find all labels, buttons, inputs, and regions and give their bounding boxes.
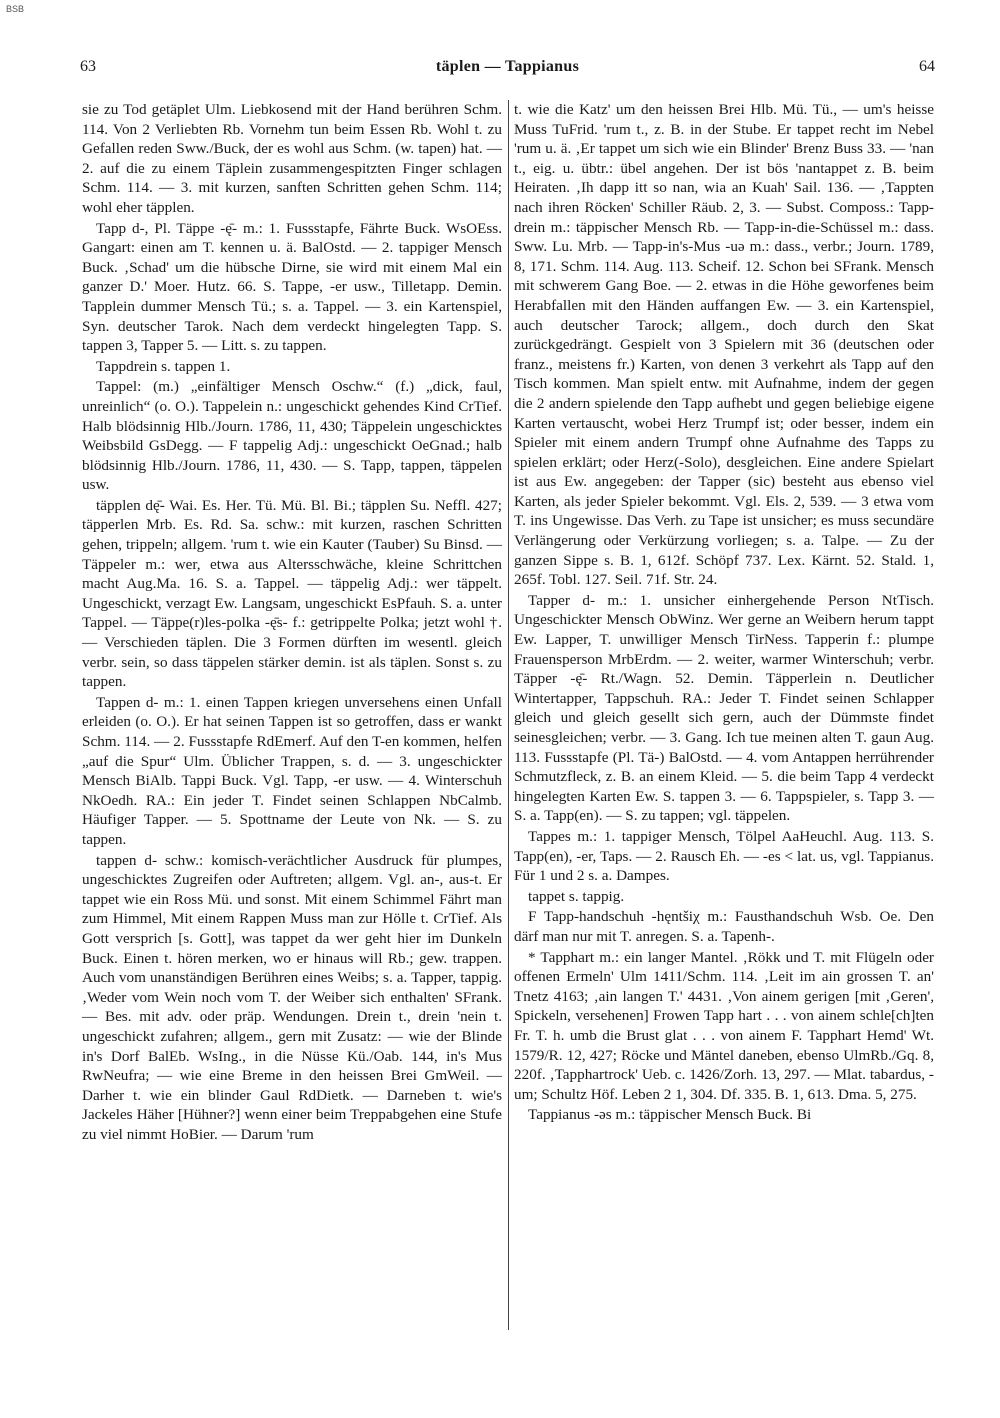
entry-tapp: Tapp d-, Pl. Täppe -ę̄- m.: 1. Fussstapfe, Fährte Buck. WsOEss. Gangart: einen am T. kennen u. ä. BalOstd. — 2. tappiger Mensch Buck. ‚Schad' um die hübsche Dirne, sie wird mit einem Mal ein ganzer D.' Moer. Hutz. 66. S. Tappe, -er usw., Tilletapp. Demin. Tapplein dummer Mensch Tü.; s. a. Tappel. — 3. ein Kartenspiel, Syn. deutscher Tarok. Nach dem verdeckt hingelegten Tapp. S. tappen 3, Tapper 5. — Litt. s. zu tappen. xyxy=(82,219,502,355)
entry-tapp-handschuh: F Tapp-handschuh -hęntšiχ m.: Fausthandschuh Wsb. Oe. Den därf man nur mit T. anregen. S. a. Tapenh-. xyxy=(514,908,934,945)
column-divider xyxy=(508,100,509,1330)
entry-taepplen: täpplen dę̄- Wai. Es. Her. Tü. Mü. Bl. Bi.; täpplen Su. Neffl. 427; täpperlen Mrb. Es. Rd. Sa. schw.: mit kurzen, raschen Schritten gehen, trippeln; allgem. 'rum t. wie ein Kauter (Tauber) Su Binsd. — Täppeler m.: wer, etwa aus Altersschwäche, kleine Schrittchen macht Aug.Ma. 16. S. a. Tappel. — täppelig Adj.: wer täppelt. Ungeschickt, verzagt Ew. Langsam, ungeschickt EsPfauh. S. a. unter Tappel. — Täppe(r)les-polka -ę̄s- f.: getrippelte Polka; jetzt wohl †. — Verschieden täplen. Die 3 Formen dürften im wesentl. gleich verbr. sein, so dass täppelen stärker demin. ist als täplen. Sonst s. zu tappen. xyxy=(82,496,502,691)
entry-continuation: t. wie die Katz' um den heissen Brei Hlb. Mü. Tü., — um's heisse Muss TuFrid. 'rum t., z. B. in der Stube. Er tappet recht im Nebel 'rum u. ä. ‚Er tappet um sich wie ein Blinder' Brenz Buss 33. — 'nan t., eig. u. übtr.: übel angehen. Der ist bös 'nantappet z. B. beim Heiraten. ‚Ih dapp itt so nan, wia an Kuah' Sail. 136. — ‚Tappten nach ihren Röcken' Schiller Räub. 2, 3. — Subst. Composs.: Tapp-drein m.: täppischer Mensch Rb. — Tapp-in-die-Schüssel m.: dass. Sww. Lu. Mrb. — Tapp-in's-Mus -uə m.: dass., verbr.; Journ. 1789, 8, 171. Schm. 114. Aug. 113. Scheif. 12. Schon bei SFrank. Mensch mit schwerem Gang Boe. — 2. etwas in die Höhe geworfenes beim Herabfallen mit den Händen auffangen Ew. — 3. ein Kartenspiel, auch deutscher Tarock; allgem., doch durch den Skat zurückgedrängt. Gespielt von 3 Spielern mit 36 (deutschen oder franz., meistens fr.) Karten, von denen 3 verkehrt als Tapp auf den Tisch kommen. Man spielt entw. mit Aufnahme, indem der gegen die 2 andern spielende den Tapp aufhebt und gegen beliebige eigene Karten vertauscht, wobei Herz Trumpf ist; oder besser, indem ein Spieler mit einem andern Trumpf ohne Aufnahme des Tapps zu spielen erklärt; oder Herz(-Solo), desgleichen. Eine andere Spielart ist aus Ew. angegeben: der Tapper (sic) besteht aus ebenso viel Karten, als jeder Spieler bekommt. Vgl. Els. 2, 539. — 3 etwa vom T. ins Ungewisse. Das Verh. zu Tape ist unsicher; es muss secundäre Verlängerung oder Verkürzung vorliegen; s. a. Talpe. — Zu der ganzen Sippe s. B. 1, 612f. Schöpf 737. Lex. Kärnt. 52. Stald. 1, 265f. Tobl. 127. Seil. 71f. Str. 24. xyxy=(514,101,934,589)
page-number-right: 64 xyxy=(919,58,935,75)
entry-tappen-verb: tappen d- schw.: komisch-verächtlicher Ausdruck für plumpes, ungeschicktes Zugreifen oder Auftreten; allgem. Vgl. an-, aus-t. Er tappet wie ein Ross Mü. und sonst. Mit einem Schimmel Fährt man zum Himmel, Mit einem Rappen Muss man zur Hölle t. CrTief. Als Gott versprich [s. Gott], was tappet da wer geht hier im Dunkeln Buck. Einen t. hören merken, wo er hinaus will Rb.; gew. trappen. Auch vom unanständigen Berühren eines Weibs; s. a. Tapper, tappig. ‚Weder vom Wein noch vom T. der Weiber sich enthalten' SFrank. — Bes. mit adv. oder präp. Wendungen. Drein t., drein 'nein t. ungeschickt zufahren; allgem., gern mit Zusatz: — wie der Blinde in's Dorf BalEb. WsIng., in die Nüsse Kü./Oab. 144, in's Mus RwNeufra; — wie eine Breme in den heissen Brei GmWeil. — Darher t. wie ein blinder Gaul RdDietk. — Darneben t. wie's Jackeles Häher [Hühner?] wenn einer beim Treppabgehen eine Stufe zu viel nimmt HoBier. — Darum 'rum xyxy=(82,851,502,1143)
page-number-left: 63 xyxy=(80,58,96,75)
running-title: täplen — Tappianus xyxy=(435,58,580,75)
entry-tapphart: * Tapphart m.: ein langer Mantel. ‚Rökk und T. mit Flügeln oder offenen Ermeln' Ulm 1411/Schm. 114. ‚Leit im ain grossen T. an' Tnetz 4163; ‚ain langen T.' 4431. ‚Von ainem gerigen [mit ‚Geren', Spickeln, versehenen] Frowen Tapp hart . . . von ainem schle[ch]ten Fr. T. h. umb die Brust glat . . . von ainem F. Tapphart Hemd' Wt. 1579/R. 12, 427; Röcke und Mäntel daneben, ebenso UlmRb./Gq. 8, 220f. ‚Tapphartrock' Ueb. c. 1426/Zorh. 13, 297. — Mlat. tabardus, -um; Schultz Höf. Leben 2 1, 304. Df. 335. B. 1, 613. Dma. 5, 275. xyxy=(514,948,934,1103)
entry-tappet: tappet s. tappig. xyxy=(528,887,625,905)
entry-tappianus: Tappianus -əs m.: täppischer Mensch Buck. Bi xyxy=(528,1106,812,1124)
entry-tappen-noun: Tappen d- m.: 1. einen Tappen kriegen unversehens einen Unfall erleiden (o. O.). Er hat seinen Tappen ist so getroffen, dass er wankt Schm. 114. — 2. Fussstapfe RdEmerf. Auf den T-en kommen, helfen „auf die Spur“ Ulm. Üblicher Trappen, s. d. — 3. ungeschickter Mensch BiAlb. Tappi Buck. Vgl. Tapp, -er usw. — 4. Winterschuh NkOedh. RA.: Ein jeder T. Findet seinen Schlappen NbCalmb. Häufiger Tapper. — 5. Spottname der Leute von Nk. — S. zu tappen. xyxy=(82,693,502,848)
entry-tapper: Tapper d- m.: 1. unsicher einhergehende Person NtTisch. Ungeschickter Mensch ObWinz. Wer gerne an Weibern herum tappt Ew. Lapper, T. unwilliger Mensch TirNess. Tapperin f.: plumpe Frauensperson MrbErdm. — 2. weiter, warmer Winterschuh; verbr. Täpper -ę̄- Rt./Wagn. 52. Demin. Täpperlein n. Deutlicher Wintertapper, Tappschuh. RA.: Jeder T. Findet seinen Schlapper gleich und gleich gesellt sich gern, auch der Dümmste findet seinesgleichen; verbr. — 3. Gang. Ich tue meinen alten T. gaun Aug. 113. Fussstapfe (Pl. Tä-) BalOstd. — 4. vom Antappen herrührender Schmutzfleck, z. B. an einem Kleid. — 5. die beim Tapp 4 verdeckt hingelegten Karten Ew. S. tappen 3. — 6. Tappspieler, s. Tapp 3. — S. a. Tapp(en). — S. zu tappen; vgl. täppelen. xyxy=(514,591,934,825)
entry-tappdrein: Tappdrein s. tappen 1. xyxy=(96,357,231,375)
entry-tappel: Tappel: (m.) „einfältiger Mensch Oschw.“ (f.) „dick, faul, unreinlich“ (o. O.). Tappelein n.: ungeschickt gehendes Kind CrTief. Halb blödsinnig Hlb./Journ. 1786, 11, 430; Täppelein ungeschicktes Weibsbild GsDegg. — F tappelig Adj.: ungeschickt OeGnad.; halb blödsinnig Hlb./Journ. 1786, 11, 430. — S. Tapp, tappen, täppelen usw. xyxy=(82,378,502,494)
entry-tappes: Tappes m.: 1. tappiger Mensch, Tölpel AaHeuchl. Aug. 113. S. Tapp(en), -er, Taps. — 2. Rausch Eh. — -es < lat. us, vgl. Tappianus. Für 1 und 2 s. a. Dampes. xyxy=(514,827,934,885)
right-column xyxy=(514,100,934,1125)
left-column xyxy=(82,100,502,1144)
library-stamp: BSB xyxy=(6,4,25,14)
entry-continuation: sie zu Tod getäplet Ulm. Liebkosend mit der Hand berühren Schm. 114. Von 2 Verliebten Rb. Vornehm tun beim Essen Rb. Wohl t. zu Gefallen reden Sww./Buck, der es wohl aus Schm. (w. tapen) hat. — 2. auf die zu einem Täplein zusammengespitzten Finger schlagen Schm. 114. — 3. mit kurzen, sanften Schritten gehen Schm. 114; wohl eher täpplen. xyxy=(82,101,502,216)
page-header xyxy=(80,58,935,80)
